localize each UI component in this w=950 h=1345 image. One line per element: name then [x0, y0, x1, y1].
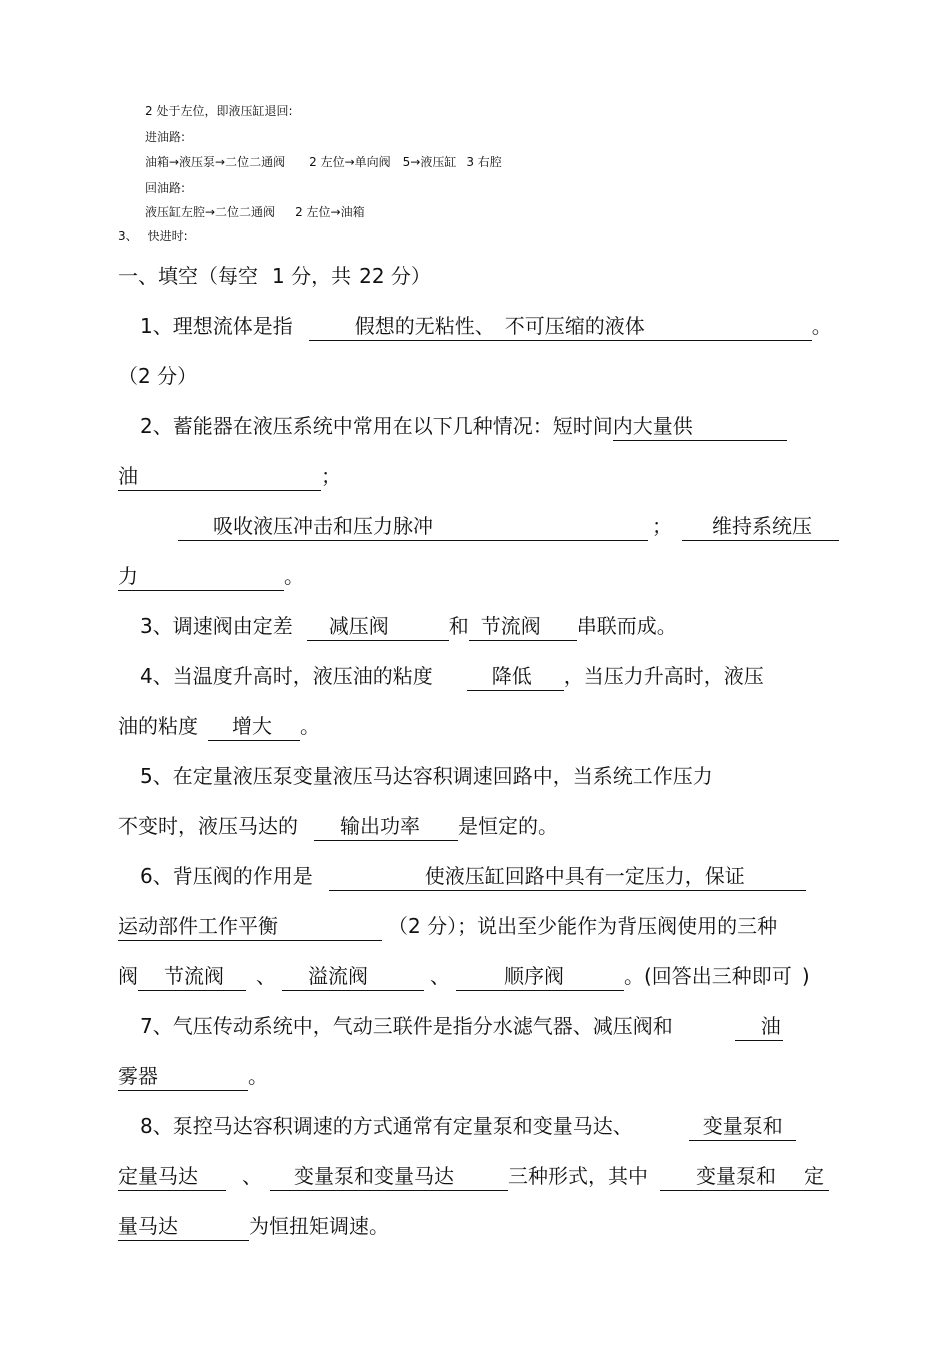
question-1 — [140, 313, 832, 341]
section-score: 22 分） — [359, 264, 431, 288]
answer-blank: 维持系统压 — [682, 513, 839, 541]
punctuation: 、 — [256, 964, 276, 988]
question-stem: 阀 — [118, 964, 138, 988]
question-2-line-3 — [178, 513, 839, 541]
item-3-line — [118, 229, 188, 243]
answer-blank: 雾器 — [118, 1063, 248, 1091]
question-stem: ，当压力升高时，液压 — [563, 664, 764, 688]
question-4-line-2 — [118, 713, 320, 741]
punctuation: 、 — [430, 964, 450, 988]
section-title-text: 一、填空（每空 — [118, 264, 258, 288]
question-5: 5、在定量液压泵变量液压马达容积调速回路中，当系统工作压力 — [140, 764, 713, 788]
answer-blank: 溢流阀 — [282, 963, 424, 991]
question-2-line-2 — [118, 463, 341, 491]
inlet-path-segment: 5→液压缸 — [402, 155, 457, 169]
answer-blank: 节流阀 — [138, 963, 246, 991]
punctuation: 。 — [248, 1064, 268, 1088]
punctuation: 。 — [284, 564, 304, 588]
punctuation: 、 — [242, 1164, 262, 1188]
question-8 — [140, 1113, 796, 1141]
oil-inlet-label: 进油路: — [145, 130, 186, 144]
answer-blank: 输出功率 — [314, 813, 458, 841]
answer-line-1: 2 处于左位，即液压缸退回: — [145, 104, 293, 118]
question-stem: 4、当温度升高时，液压油的粘度 — [140, 664, 433, 688]
return-path-segment: 2 左位→油箱 — [295, 205, 365, 219]
inlet-path-segment: 油箱→液压泵→二位二通阀 — [145, 155, 286, 169]
question-6-line-2 — [118, 913, 777, 941]
question-5-line-2 — [118, 813, 558, 841]
oil-return-path — [145, 205, 365, 219]
section-score: 1 分，共 — [272, 264, 352, 288]
answer-blank: 力 — [118, 563, 284, 591]
answer-text: 定 — [804, 1164, 824, 1188]
answer-text: 假想的无粘性、 — [354, 314, 495, 338]
question-6 — [140, 863, 806, 891]
answer-blank: 使液压缸回路中具有一定压力，保证 — [329, 863, 806, 891]
question-stem: 2、蓄能器在液压系统中常用在以下几种情况：短时间 — [140, 414, 613, 438]
question-1-score: （2 分） — [118, 364, 198, 388]
question-stem: 三种形式，其中 — [508, 1164, 648, 1188]
answer-blank — [660, 1163, 829, 1191]
answer-blank: 定量马达 — [118, 1163, 226, 1191]
question-end: 是恒定的。 — [458, 814, 558, 838]
section-title — [118, 263, 431, 289]
item-text: 快进时: — [147, 229, 188, 243]
question-7 — [140, 1013, 783, 1041]
answer-blank: 量马达 — [118, 1213, 249, 1241]
question-stem: 不变时，液压马达的 — [118, 814, 298, 838]
answer-blank — [309, 313, 812, 341]
question-stem: 7、气压传动系统中，气动三联件是指分水滤气器、减压阀和 — [140, 1014, 673, 1038]
oil-return-label: 回油路: — [145, 181, 186, 195]
answer-text: 不可压缩的液体 — [504, 314, 645, 338]
punctuation: 。 — [811, 314, 832, 338]
punctuation: 。 — [300, 714, 320, 738]
answer-blank: 降低 — [467, 663, 564, 691]
answer-blank: 运动部件工作平衡 — [118, 913, 382, 941]
question-stem: 1、理想流体是指 — [140, 314, 293, 338]
answer-blank: 节流阀 — [469, 613, 577, 641]
answer-blank: 变量泵和变量马达 — [270, 1163, 508, 1191]
punctuation: ) — [801, 964, 810, 988]
question-2-line-4 — [118, 563, 304, 591]
return-path-segment: 液压缸左腔→二位二通阀 — [145, 205, 276, 219]
question-end: 串联而成。 — [576, 614, 677, 638]
question-end: 为恒扭矩调速。 — [249, 1214, 389, 1238]
question-stem: 3、调速阀由定差 — [140, 614, 293, 638]
punctuation: ； — [321, 464, 341, 488]
answer-blank: 增大 — [208, 713, 300, 741]
question-stem: ；说出至少能作为背压阀使用的三种 — [457, 914, 778, 938]
question-2 — [140, 413, 787, 441]
answer-blank: 吸收液压冲击和压力脉冲 — [178, 513, 648, 541]
question-8-line-3 — [118, 1213, 389, 1241]
inlet-path-segment: 3 右腔 — [466, 155, 502, 169]
connector-text: 和 — [448, 614, 469, 638]
answer-blank: 变量泵和 — [689, 1113, 796, 1141]
question-score: （2 分） — [388, 914, 458, 938]
question-7-line-2 — [118, 1063, 268, 1091]
question-end: 。(回答出三种即可 — [624, 964, 792, 988]
question-4 — [140, 663, 764, 691]
question-3 — [140, 613, 677, 641]
oil-inlet-path — [145, 155, 502, 169]
answer-text: 变量泵和 — [696, 1164, 776, 1188]
item-number: 3、 — [118, 229, 138, 243]
question-6-line-3 — [118, 963, 810, 991]
answer-blank: 减压阀 — [307, 613, 449, 641]
answer-blank: 油 — [735, 1013, 783, 1041]
punctuation: ； — [652, 514, 672, 538]
answer-blank: 内大量供 — [613, 413, 787, 441]
answer-blank: 油 — [118, 463, 321, 491]
question-stem: 8、泵控马达容积调速的方式通常有定量泵和变量马达、 — [140, 1114, 633, 1138]
question-stem: 油的粘度 — [118, 714, 198, 738]
inlet-path-segment: 2 左位→单向阀 — [309, 155, 391, 169]
answer-blank: 顺序阀 — [456, 963, 624, 991]
question-stem: 6、背压阀的作用是 — [140, 864, 313, 888]
question-8-line-2 — [118, 1163, 829, 1191]
